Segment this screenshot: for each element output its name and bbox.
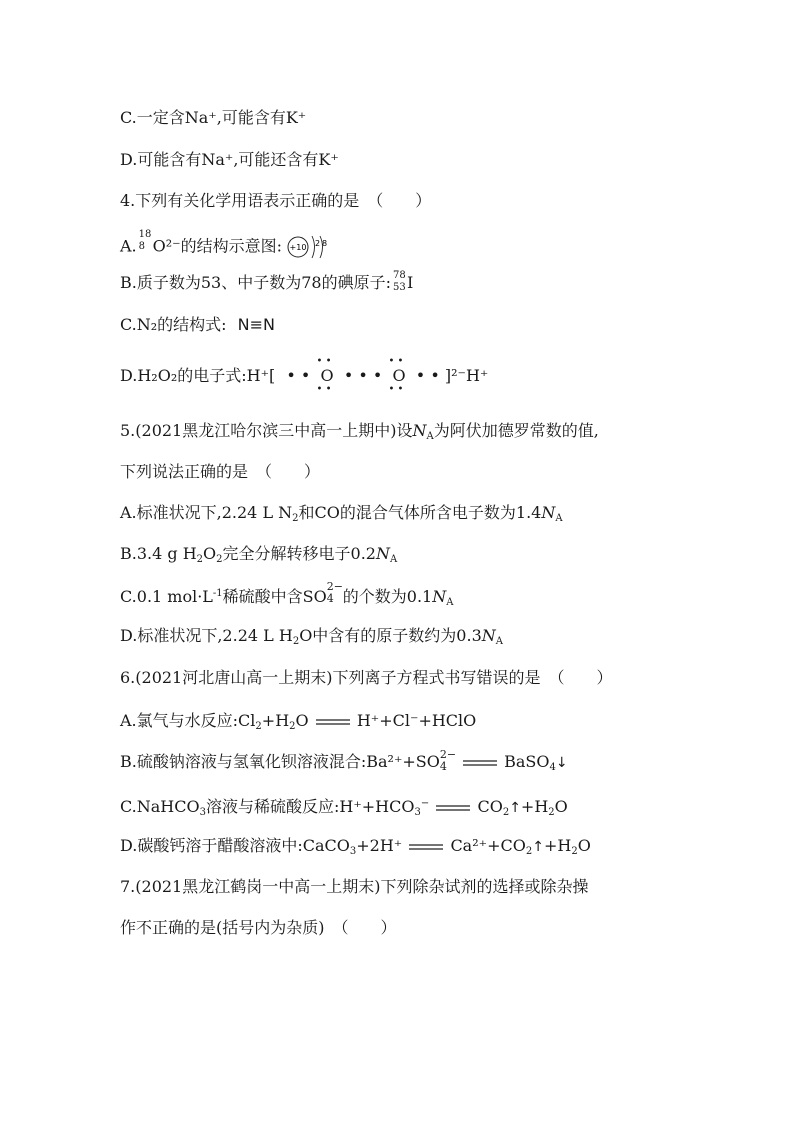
option-c: C.一定含Na⁺,可能含有K⁺ — [120, 108, 307, 127]
shell-2-count: 8 — [322, 239, 328, 248]
q4-option-d: D.H₂O₂的电子式:H⁺[ • • • • O • • • • • • • O • • • • ]²⁻H⁺ — [120, 356, 489, 395]
question-5-line-1: 5.(2021黑龙江哈尔滨三中高一上期中)设$N_A$为阿伏加德罗常数的值, — [120, 421, 599, 442]
q4-option-b: B.质子数为53、中子数为78的碘原子: 78 53 I — [120, 270, 414, 293]
isotope-notation-iodine: 78 53 — [392, 270, 406, 293]
equals-sign — [463, 759, 497, 767]
equals-sign — [316, 718, 350, 726]
n2-structural-formula: N≡N — [237, 315, 276, 334]
question-4: 4.下列有关化学用语表示正确的是 （ ） — [120, 191, 432, 210]
q5-option-d: D.标准状况下,2.24 L $H_2O$中含有的原子数约为$0.3N_A$ — [120, 626, 503, 647]
q6-option-b: B.硫酸钠溶液与氢氧化钡溶液混合:Ba²⁺+SO 2− 4 BaSO$_4$↓ — [120, 748, 568, 773]
equals-sign — [436, 804, 470, 812]
q5-option-c: C.0.1 $mol\cdot L^{-1}$稀硫酸中含SO 2− 4 的个数为$0.1N_A$ — [120, 580, 454, 608]
q5-option-b: B.3.4 g $H_2O_2$完全分解转移电子$0.2N_A$ — [120, 544, 398, 565]
atom-structure-diagram — [287, 232, 333, 262]
isotope-notation: 18 8 — [138, 229, 152, 252]
q4-option-c: C.N₂的结构式: N≡N — [120, 315, 276, 334]
q6-option-d: D.碳酸钙溶于醋酸溶液中:CaCO$_3$+2H⁺ $Ca^{2+}+CO_2↑+H_2O$ — [120, 836, 591, 857]
question-7-line-1: 7.(2021黑龙江鹤岗一中高一上期末)下列除杂试剂的选择或除杂操 — [120, 877, 589, 896]
precipitate-arrow-icon: ↓ — [555, 755, 568, 771]
electron-dots: • • — [410, 366, 440, 385]
equals-sign — [409, 843, 443, 851]
electron-dots: • • • — [338, 366, 388, 385]
gas-arrow-icon: ↑ — [509, 800, 521, 816]
oxygen-atom-2: • • O • • — [388, 356, 406, 395]
option-d: D.可能含有Na⁺,可能还含有K⁺ — [120, 150, 339, 169]
question-7-line-2: 作不正确的是(括号内为杂质) （ ） — [120, 918, 397, 937]
gas-arrow-icon: ↑ — [532, 839, 544, 855]
q4-option-a: A. 18 8 O²⁻的结构示意图: +10 2 8 — [120, 232, 333, 262]
question-6: 6.(2021河北唐山高一上期末)下列离子方程式书写错误的是 （ ） — [120, 668, 613, 687]
shell-1-count: 2 — [315, 239, 321, 248]
question-5-line-2: 下列说法正确的是 （ ） — [120, 462, 321, 481]
q5-option-a: A.标准状况下,2.24 L $N_2$和CO的混合气体所含电子数为$1.4N_A$ — [120, 503, 563, 524]
nucleus-label: +10 — [289, 243, 307, 252]
q6-option-a: A.氯气与水反应$:Cl_2+H_2O$ H⁺+Cl⁻+HClO — [120, 711, 477, 732]
electron-dots: • • — [286, 366, 316, 385]
oxygen-atom-1: • • O • • — [316, 356, 334, 395]
q6-option-c: C.NaHCO$_3$溶液与稀硫酸反应$:H^++HCO_3^-$ $CO_2↑+H_2O$ — [120, 797, 568, 818]
